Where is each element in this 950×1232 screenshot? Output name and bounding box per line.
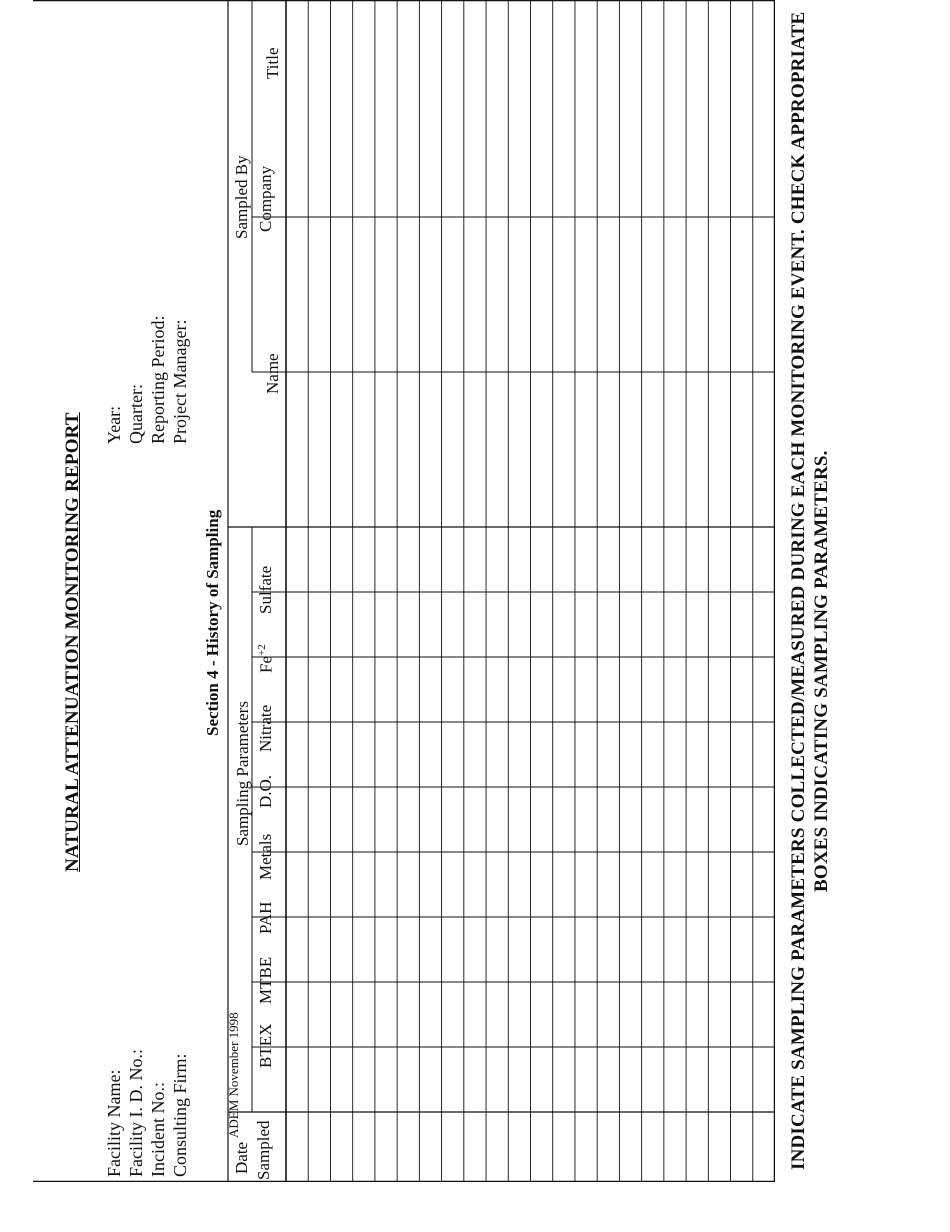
sampling-history-table — [33, 0, 775, 1182]
consulting-firm-label: Consulting Firm: — [170, 1053, 190, 1177]
param-btex: BTEX — [256, 1023, 275, 1068]
incident-number-label: Incident No.: — [148, 1082, 168, 1177]
param-nitrate: Nitrate — [256, 704, 275, 752]
param-metals: Metals — [256, 833, 275, 880]
param-sulfate: Sulfate — [256, 565, 275, 614]
footer-wrap — [226, 1012, 242, 1138]
param-mtbe: MTBE — [256, 956, 275, 1004]
footer-text: ADEM November 1998 — [226, 1012, 241, 1138]
facility-name-label: Facility Name: — [104, 1069, 124, 1177]
sampling-parameters-header: Sampling Parameters — [233, 701, 252, 846]
sampled-header: Sampled — [254, 1120, 273, 1180]
table-grid — [33, 0, 775, 1182]
param-fe — [256, 644, 277, 673]
name-header: Name — [263, 353, 282, 394]
instructions-line-2: BOXES INDICATING SAMPLING PARAMETERS. — [811, 450, 832, 892]
section-title: Section 4 - History of Sampling — [203, 509, 222, 736]
param-do: D.O. — [256, 774, 275, 808]
param-pah: PAH — [256, 901, 275, 934]
date-header: Date — [232, 1141, 251, 1174]
report-title: NATURAL ATTENUATION MONITORING REPORT — [62, 412, 83, 872]
facility-id-label: Facility I. D. No.: — [126, 1049, 146, 1177]
project-manager-label: Project Manager: — [170, 319, 190, 444]
reporting-period-label: Reporting Period: — [148, 315, 168, 444]
title-header: Title — [263, 47, 282, 79]
quarter-label: Quarter: — [126, 384, 146, 444]
sampled-by-header: Sampled By — [232, 155, 251, 239]
year-label: Year: — [104, 405, 124, 444]
company-header: Company — [256, 165, 275, 232]
param-fe-text: Fe — [256, 656, 276, 673]
param-fe-superscript: +2 — [256, 644, 268, 656]
instructions-line-1: INDICATE SAMPLING PARAMETERS COLLECTED/MEASURED DURING EACH MONITORING EVENT. CHECK APPROPRIATE — [788, 11, 809, 1170]
